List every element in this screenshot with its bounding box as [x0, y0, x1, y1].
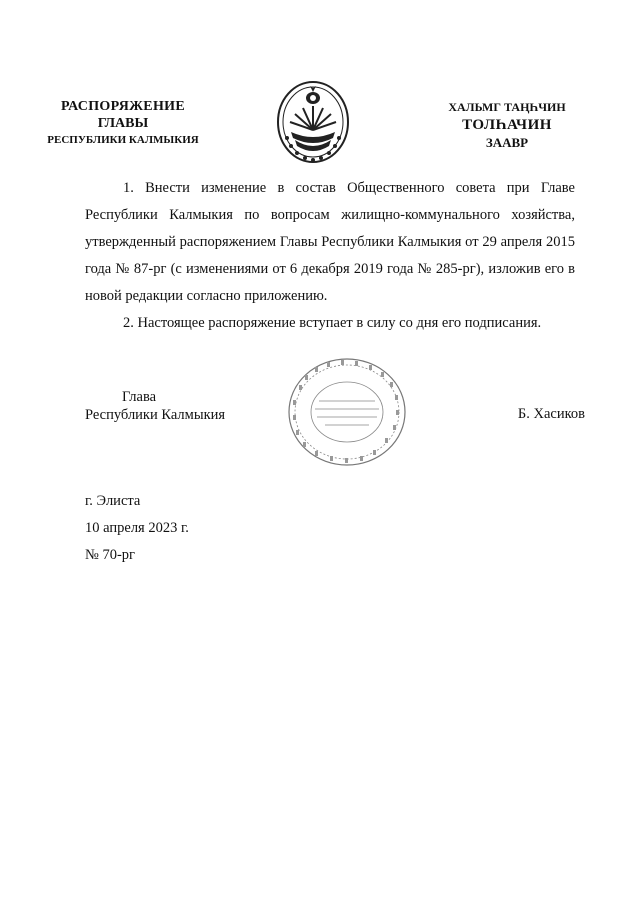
footer-number: № 70-рг — [85, 547, 135, 563]
paragraph-1: 1. Внести изменение в состав Общественного совета при Главе Республики Калмыкия по вопросам жилищно-коммунального хозяйства, утвержденный распоряжением Главы Республики Калмыкия от 29 апреля 2015 года № 87-рг (с изменениями от 6 декабря 2019 года № 285-рг), изложив его в новой редакции согласно приложению. — [85, 180, 575, 304]
signatory-title-line1: Глава — [122, 389, 157, 405]
footer-city: г. Элиста — [85, 493, 141, 509]
header-left-line2: ГЛАВЫ — [97, 116, 149, 131]
signatory-name: Б. Хасиков — [517, 406, 585, 422]
emblem-of-kalmykia-icon — [273, 78, 353, 168]
header-left-line1: РАСПОРЯЖЕНИЕ — [61, 99, 185, 114]
header-right — [437, 98, 577, 152]
header-right-line3: ЗААВР — [485, 135, 529, 150]
header-right-line1: ХАЛЬМГ ТАҢҺЧИН — [448, 100, 566, 114]
signatory-title — [85, 388, 265, 424]
header-right-line2: ТОЛҺАЧИН — [462, 117, 552, 133]
document-footer — [85, 488, 285, 569]
official-seal-icon — [285, 355, 410, 470]
footer-date: 10 апреля 2023 г. — [85, 520, 189, 536]
header-left — [38, 98, 208, 149]
header-left-line3: РЕСПУБЛИКИ КАЛМЫКИЯ — [47, 134, 199, 146]
signatory-title-line2: Республики Калмыкия — [85, 407, 226, 423]
order-body — [85, 175, 575, 337]
paragraph-2: 2. Настоящее распоряжение вступает в силу со дня его подписания. — [123, 315, 542, 331]
